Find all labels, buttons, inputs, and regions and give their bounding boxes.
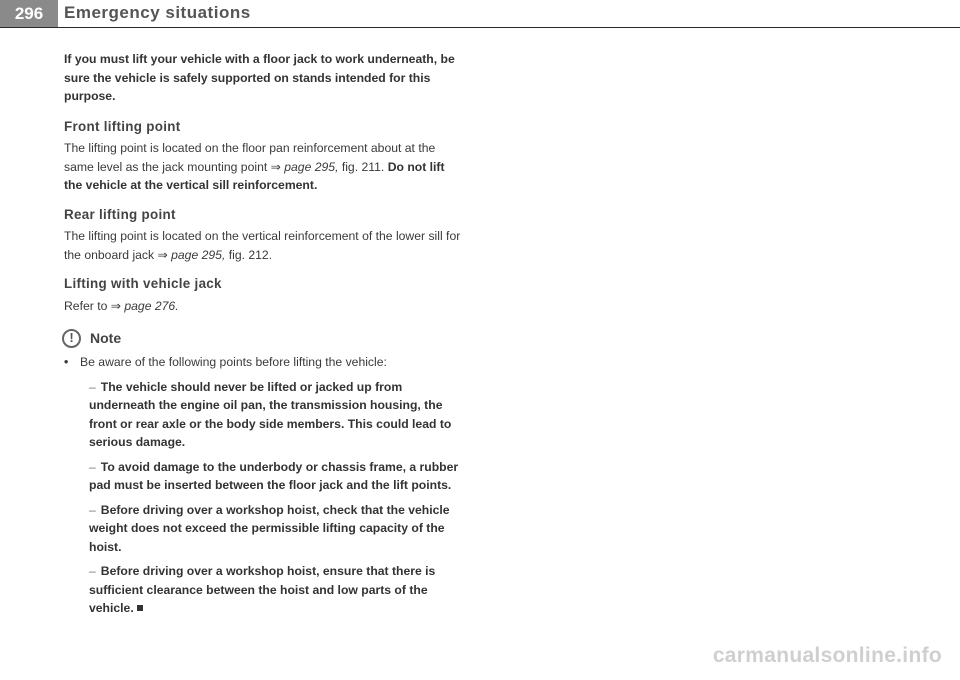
rear-lifting-paragraph bbox=[64, 227, 466, 264]
jack-page-ref[interactable]: page 276. bbox=[120, 298, 179, 313]
dash-icon: – bbox=[89, 379, 96, 394]
note-header bbox=[64, 329, 466, 348]
rear-text: The lifting point is located on the vertical reinforcement of the lower sill for the onboard jack bbox=[64, 229, 461, 262]
front-bold-text: Do not lift the vehicle at the vertical sill reinforcement. bbox=[64, 159, 445, 192]
front-page-ref[interactable]: page 295, bbox=[280, 159, 339, 174]
list-item bbox=[89, 501, 466, 557]
watermark: carmanualsonline.info bbox=[712, 644, 942, 667]
bullet-text: Be aware of the following points before lifting the vehicle: bbox=[80, 355, 387, 369]
front-fig-ref: fig. 211. bbox=[338, 159, 385, 174]
rear-lifting-heading: Rear lifting point bbox=[64, 206, 176, 222]
list-item-text: Before driving over a workshop hoist, check that the vehicle weight does not exceed the permissible lifting capacity of the hoist. bbox=[89, 502, 450, 554]
rear-page-ref[interactable]: page 295, bbox=[167, 247, 226, 262]
header-rule bbox=[0, 27, 960, 28]
note-title: Note bbox=[90, 330, 122, 347]
dash-icon: – bbox=[89, 502, 96, 517]
dash-icon: – bbox=[89, 459, 96, 474]
list-item-text: The vehicle should never be lifted or jacked up from underneath the engine oil pan, the transmission housing, the front or rear axle or the body side members. This could lead to serious damage. bbox=[89, 379, 452, 449]
front-lifting-paragraph bbox=[64, 139, 466, 195]
front-lifting-heading: Front lifting point bbox=[64, 118, 181, 134]
arrow-icon: ⇒ bbox=[157, 247, 168, 262]
bullet-icon: • bbox=[64, 355, 69, 369]
vehicle-jack-paragraph bbox=[64, 297, 466, 316]
jack-text: Refer to bbox=[64, 298, 111, 313]
front-text: The lifting point is located on the floor pan reinforcement about at the same level as the jack mounting point bbox=[64, 141, 436, 174]
warning-paragraph: If you must lift your vehicle with a floor jack to work underneath, be sure the vehicle is safely supported on stands intended for this purpose. bbox=[64, 52, 455, 103]
dash-icon: – bbox=[89, 564, 96, 578]
list-item-text: Before driving over a workshop hoist, ensure that there is sufficient clearance between the hoist and low parts of the vehicle. bbox=[89, 564, 436, 615]
exclamation-circle-icon: ! bbox=[62, 329, 81, 348]
list-item bbox=[89, 458, 466, 495]
page-header bbox=[0, 0, 960, 30]
vehicle-jack-heading: Lifting with vehicle jack bbox=[64, 276, 222, 291]
list-item bbox=[89, 562, 466, 618]
section-title: Emergency situations bbox=[64, 3, 251, 22]
arrow-icon: ⇒ bbox=[270, 159, 281, 174]
page-number-badge: 296 bbox=[0, 0, 58, 28]
note-bullet bbox=[64, 353, 466, 372]
arrow-icon: ⇒ bbox=[110, 298, 121, 313]
list-item bbox=[89, 378, 466, 452]
end-of-section-icon bbox=[137, 605, 143, 611]
rear-fig-ref: fig. 212. bbox=[225, 247, 273, 262]
list-item-text: To avoid damage to the underbody or chassis frame, a rubber pad must be inserted between the floor jack and the lift points. bbox=[89, 459, 459, 492]
page-content bbox=[64, 50, 466, 618]
